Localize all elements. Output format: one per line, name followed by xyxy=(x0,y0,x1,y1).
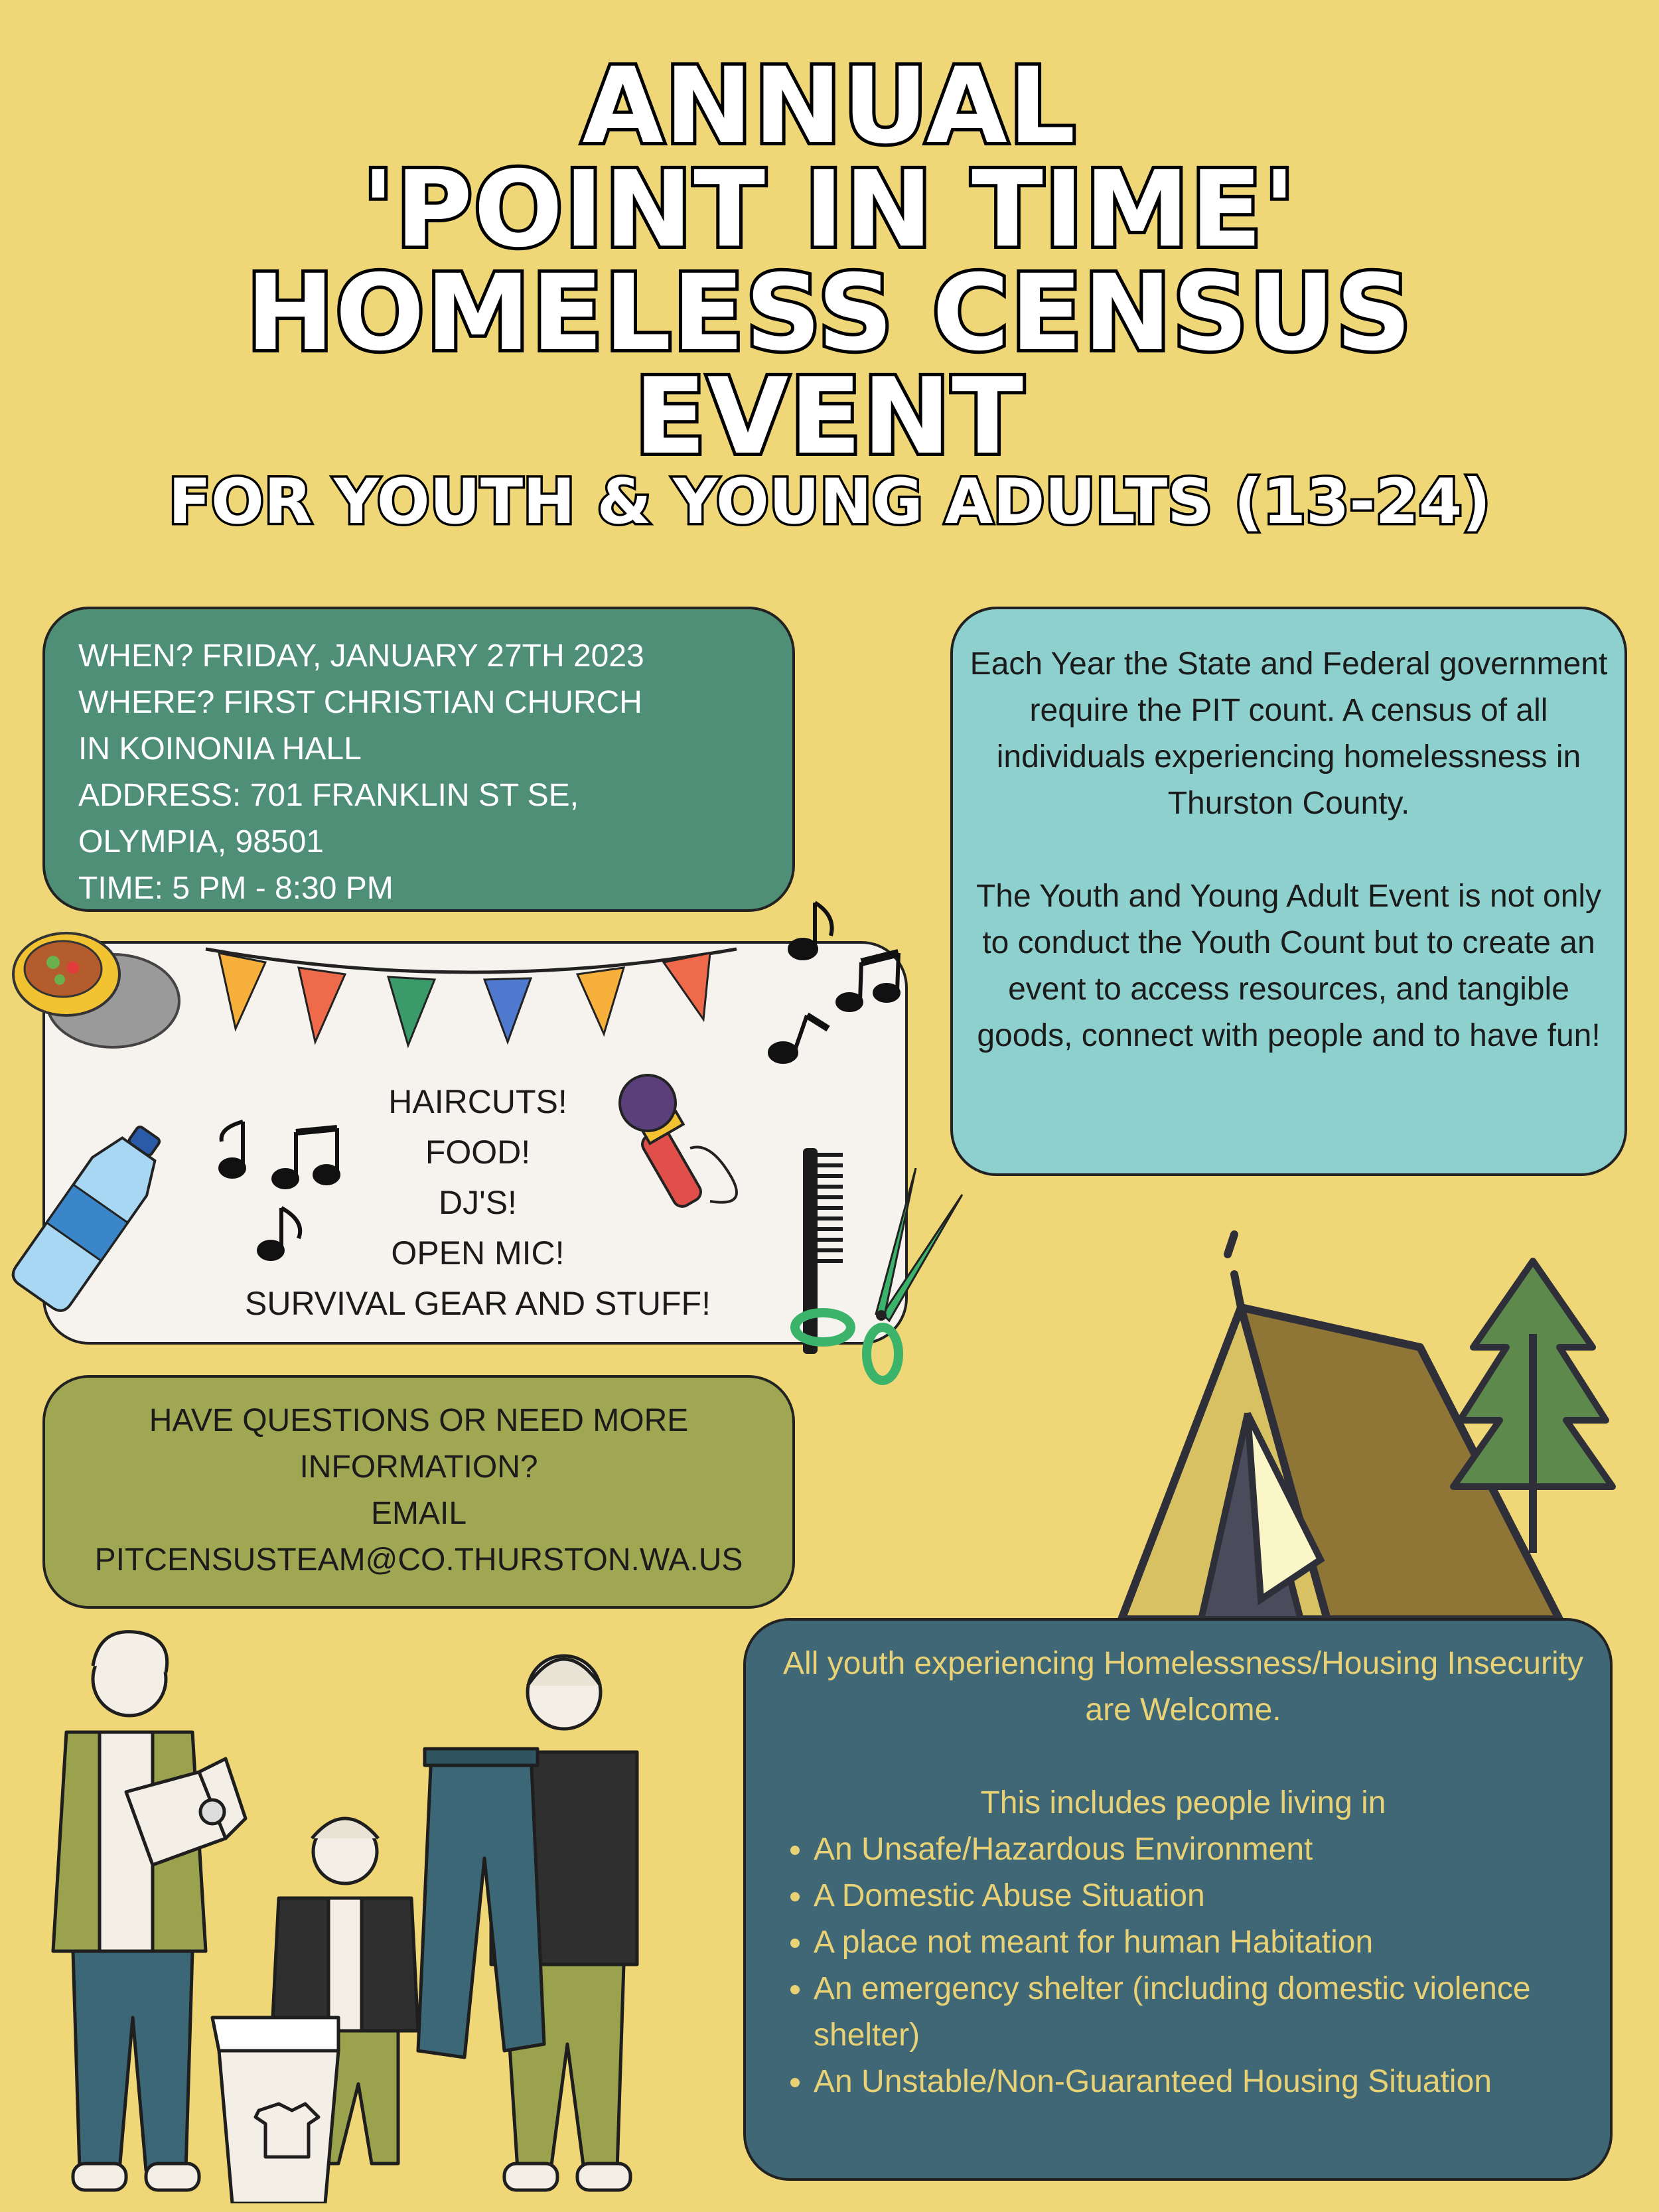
music-notes-icon xyxy=(757,896,916,1069)
pine-tree-icon xyxy=(1447,1254,1619,1560)
title-line-3: HOMELESS CENSUS xyxy=(246,252,1413,374)
activity-item: DJ'S! xyxy=(439,1184,517,1221)
welcome-includes: This includes people living in xyxy=(980,1785,1386,1820)
welcome-intro: All youth experiencing Homelessness/Housing Insecurity are Welcome. xyxy=(783,1646,1583,1728)
title-line-1: ANNUAL xyxy=(582,45,1077,167)
water-bottle-icon xyxy=(7,1115,179,1314)
bunting-icon xyxy=(199,936,743,1069)
list-item: • An emergency shelter (including domestic violence shelter) xyxy=(814,1966,1583,2059)
welcome-box xyxy=(743,1618,1613,2181)
contact-email[interactable]: PITCENSUSTEAM@CO.THURSTON.WA.US xyxy=(94,1542,743,1578)
about-paragraph-2: The Youth and Young Adult Event is not only to conduct the Youth Count but to create an event to access resources, and tangible goods, connect with people and to have fun! xyxy=(975,879,1602,1053)
subtitle: FOR YOUTH & YOUNG ADULTS (13-24) xyxy=(168,466,1491,538)
about-paragraph-1: Each Year the State and Federal government require the PIT count. A census of all individuals experiencing homelessness in Thurston County. xyxy=(970,646,1608,821)
microphone-icon xyxy=(611,1069,757,1228)
situations-list xyxy=(783,1826,1583,2105)
title-line-2: 'POINT IN TIME' xyxy=(362,149,1297,271)
when-line: WHEN? FRIDAY, JANUARY 27TH 2023 xyxy=(78,638,644,674)
about-box xyxy=(950,607,1627,1176)
activity-item: HAIRCUTS! xyxy=(388,1083,567,1120)
event-details-box xyxy=(42,607,795,912)
city-line: OLYMPIA, 98501 xyxy=(78,824,324,859)
people-donation-illustration xyxy=(27,1619,664,2203)
list-item: • An Unstable/Non-Guaranteed Housing Situation xyxy=(814,2059,1583,2105)
contact-question: HAVE QUESTIONS OR NEED MORE INFORMATION? xyxy=(149,1403,689,1485)
scissors-icon xyxy=(783,1168,975,1387)
list-item: • A Domestic Abuse Situation xyxy=(814,1873,1583,1919)
burrito-icon xyxy=(7,921,186,1061)
where-line: WHERE? FIRST CHRISTIAN CHURCH xyxy=(78,685,642,720)
time-line: TIME: 5 PM - 8:30 PM xyxy=(78,871,394,906)
music-notes-icon xyxy=(206,1115,352,1268)
contact-box xyxy=(42,1375,795,1609)
address-line: ADDRESS: 701 FRANKLIN ST SE, xyxy=(78,778,579,813)
list-item: • An Unsafe/Hazardous Environment xyxy=(814,1826,1583,1873)
activity-item: FOOD! xyxy=(425,1134,531,1171)
title-line-4: EVENT xyxy=(634,356,1025,478)
contact-email-label: EMAIL xyxy=(370,1496,467,1531)
list-item: • A place not meant for human Habitation xyxy=(814,1919,1583,1966)
where-hall-line: IN KOINONIA HALL xyxy=(78,731,362,767)
activity-item: OPEN MIC! xyxy=(391,1234,565,1272)
activity-item: SURVIVAL GEAR AND STUFF! xyxy=(244,1285,711,1322)
